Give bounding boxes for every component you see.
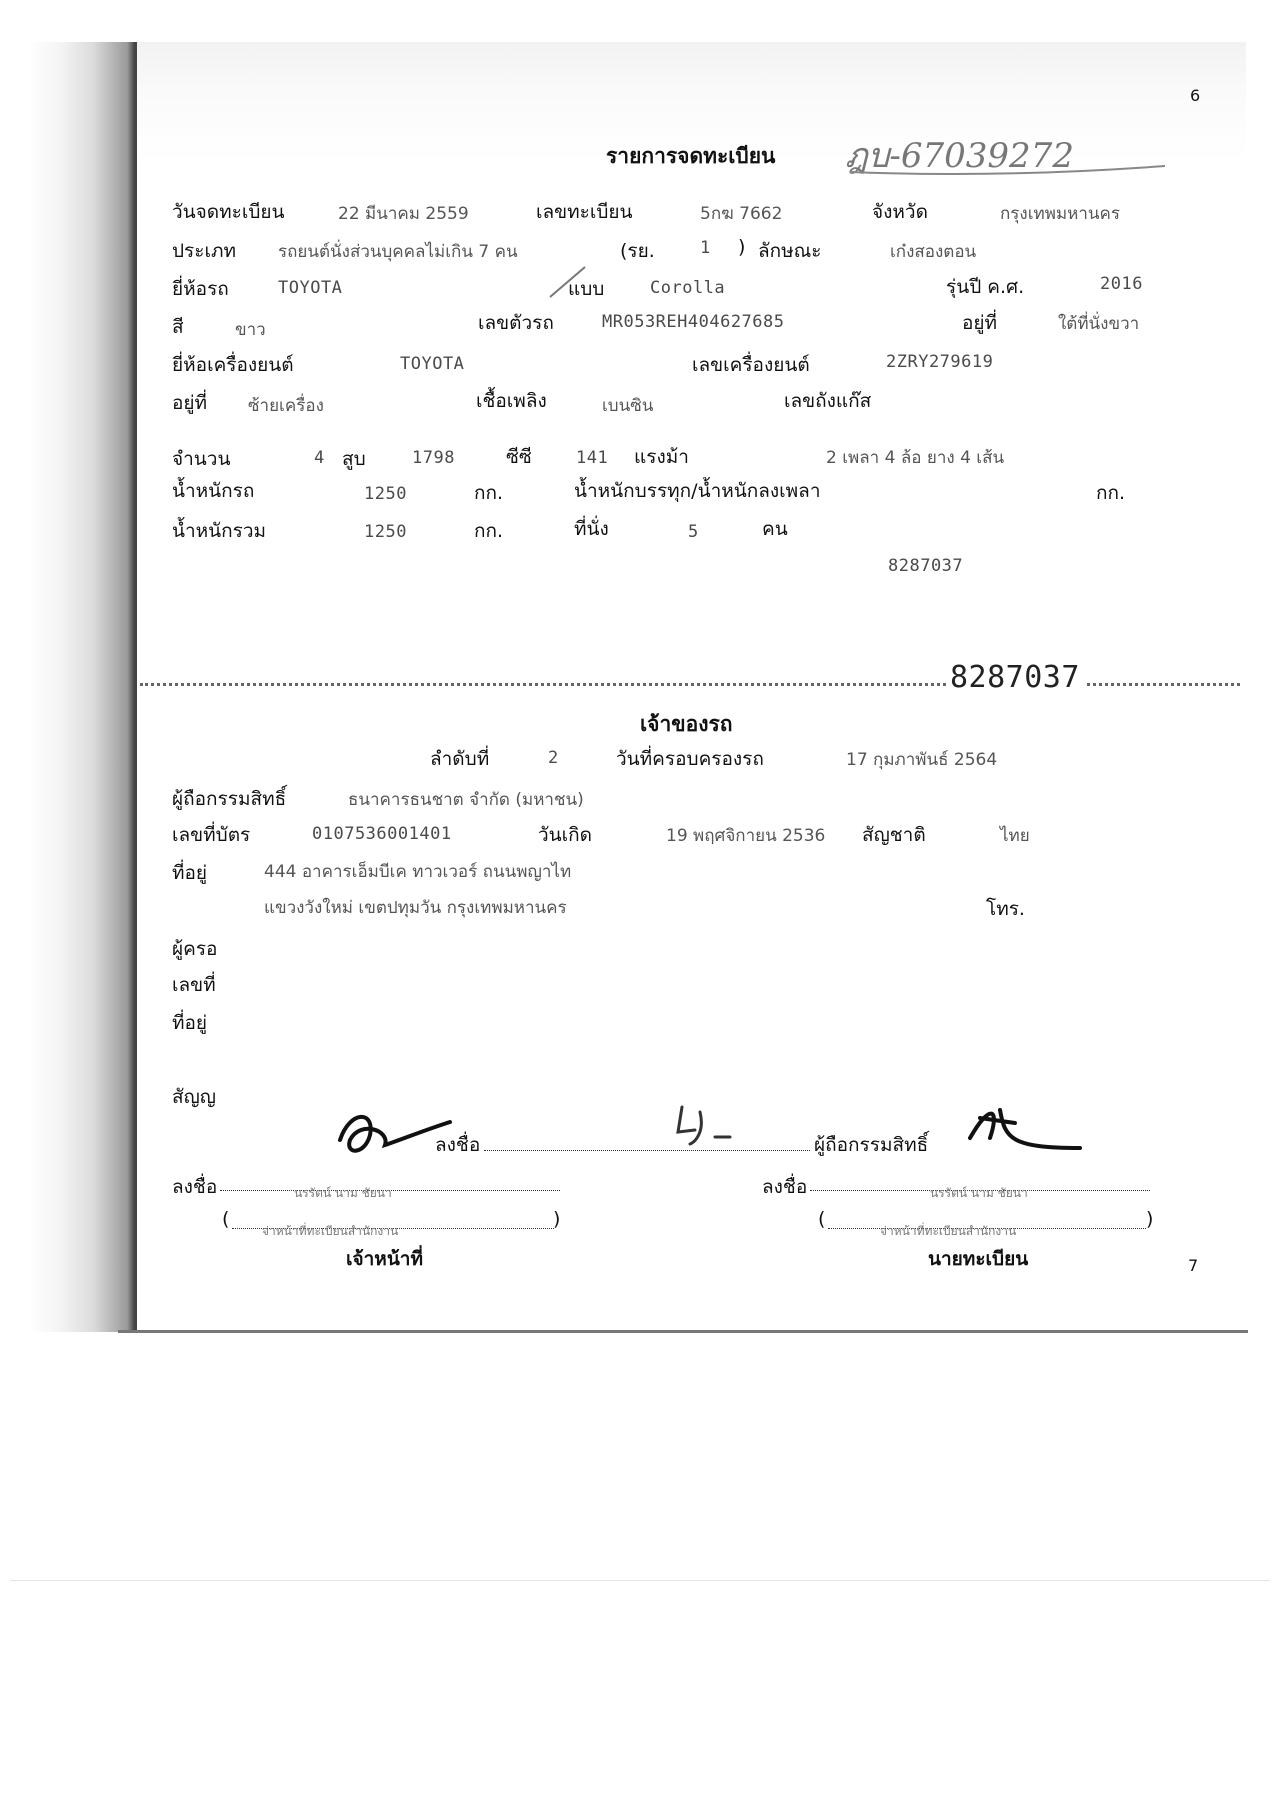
color-label: สี (172, 316, 184, 338)
weight-unit: กก. (474, 482, 504, 504)
vin-location-label: อยู่ที่ (962, 312, 998, 334)
reg-date-label: วันจดทะเบียน (172, 201, 285, 223)
holder-label: ผู้ถือกรรมสิทธิ์ (172, 788, 287, 810)
engine-location-label: อยู่ที่ (172, 392, 208, 414)
color-value: ขาว (235, 320, 266, 340)
plate-value: 5กฆ 7662 (700, 204, 783, 224)
holder-signature-label: ผู้ถือกรรมสิทธิ์ (814, 1134, 929, 1156)
fold-line (10, 1580, 1270, 1581)
engine-brand-value: TOYOTA (400, 354, 465, 374)
address-line1: 444 อาคารเอ็มบีเค ทาวเวอร์ ถนนพญาไท (264, 862, 572, 882)
officer-paren-open: ( (222, 1208, 230, 1230)
address-label: ที่อยู่ (172, 862, 208, 884)
vin-location-value: ใต้ที่นั่งขวา (1058, 314, 1140, 334)
brand-label: ยี่ห้อรถ (172, 278, 229, 300)
weight-value: 1250 (364, 484, 407, 504)
style-value: เก๋งสองตอน (890, 242, 977, 262)
birth-label: วันเกิด (538, 824, 592, 846)
model-label: แบบ (568, 278, 605, 300)
ry-close: ) (738, 236, 746, 258)
type-label: ประเภท (172, 240, 237, 262)
registrar-title-stamp: จ่าหน้าที่ทะเบียนสำนักงาน (880, 1224, 1017, 1238)
registrar-name-stamp: นรรัตน์ นาม ชัยนา (930, 1186, 1028, 1200)
weight-label: น้ำหนักรถ (172, 480, 255, 502)
serial-number-large: 8287037 (946, 660, 1084, 695)
address-line2: แขวงวังใหม่ เขตปทุมวัน กรุงเทพมหานคร (264, 898, 567, 918)
nationality-label: สัญชาติ (862, 824, 926, 846)
gross-weight-label: น้ำหนักรวม (172, 520, 267, 542)
year-value: 2016 (1100, 274, 1143, 294)
province-label: จังหวัด (872, 201, 928, 223)
load-label: น้ำหนักบรรทุก/น้ำหนักลงเพลา (574, 480, 821, 502)
ry-label: (รย. (620, 240, 655, 262)
engine-brand-label: ยี่ห้อเครื่องยนต์ (172, 354, 294, 376)
hp-label: แรงม้า (634, 446, 689, 468)
cc-label: ซีซี (506, 446, 532, 468)
card-value: 0107536001401 (312, 824, 452, 844)
registrar-paren-close: ) (1146, 1208, 1154, 1230)
nationality-value: ไทย (1000, 826, 1030, 846)
page-number-top: 6 (1190, 86, 1201, 105)
order-value: 2 (548, 748, 559, 768)
owner-heading: เจ้าของรถ (640, 712, 733, 736)
vin-label: เลขตัวรถ (478, 312, 554, 334)
possessor-label: ผู้ครอ (172, 938, 218, 960)
card-label: เลขที่บัตร (172, 824, 251, 846)
engine-no-value: 2ZRY279619 (886, 352, 994, 372)
plate-label: เลขทะเบียน (536, 201, 633, 223)
engine-location-value: ซ้ายเครื่อง (248, 396, 324, 416)
model-value: Corolla (650, 278, 726, 298)
birth-value: 19 พฤศจิกายน 2536 (666, 826, 826, 846)
fuel-label: เชื้อเพลิง (476, 390, 547, 412)
order-label: ลำดับที่ (430, 748, 490, 770)
signature-holder-middle (670, 1102, 750, 1152)
gas-tank-label: เลขถังแก๊ส (784, 390, 872, 412)
style-label: ลักษณะ (758, 240, 822, 262)
fuel-value: เบนซิน (602, 396, 654, 416)
registrar-sign-label: ลงชื่อ (762, 1176, 808, 1198)
contract-label: สัญญ (172, 1086, 216, 1108)
engine-no-label: เลขเครื่องยนต์ (692, 354, 810, 376)
holder-sign-line (484, 1150, 810, 1151)
serial-number: 8287037 (888, 556, 964, 576)
cc-value: 1798 (412, 448, 455, 468)
paper-edge-bottom (118, 1330, 1248, 1333)
page-number-bottom: 7 (1188, 1256, 1199, 1275)
officer-sign-label: ลงชื่อ (172, 1176, 218, 1198)
officer-name-stamp: นรรัตน์ นาม ชัยนา (294, 1186, 392, 1200)
tel-label: โทร. (986, 898, 1025, 920)
paper-edge-left (134, 42, 137, 1332)
type-value: รถยนต์นั่งส่วนบุคคลไม่เกิน 7 คน (278, 242, 518, 262)
gross-weight-unit: กก. (474, 520, 504, 542)
officer-label: เจ้าหน้าที่ (346, 1248, 424, 1270)
registrar-paren-open: ( (818, 1208, 826, 1230)
registrar-label: นายทะเบียน (928, 1248, 1029, 1270)
seats-unit: คน (762, 518, 788, 540)
handwritten-reference: ฎบ-67039272 (845, 136, 1074, 176)
seats-label: ที่นั่ง (574, 518, 609, 540)
load-unit: กก. (1096, 482, 1126, 504)
handwritten-underline (845, 160, 1175, 180)
scan-shadow-left (28, 42, 136, 1332)
officer-paren-close: ) (553, 1208, 561, 1230)
province-value: กรุงเทพมหานคร (1000, 204, 1121, 224)
brand-value: TOYOTA (278, 278, 343, 298)
registration-heading: รายการจดทะเบียน (606, 144, 776, 168)
axles-value: 2 เพลา 4 ล้อ ยาง 4 เส้น (826, 448, 1005, 468)
possessor-address-label: ที่อยู่ (172, 1012, 208, 1034)
possess-date-label: วันที่ครอบครองรถ (616, 748, 764, 770)
year-label: รุ่นปี ค.ศ. (946, 276, 1025, 298)
ry-value: 1 (700, 238, 711, 258)
reg-date-value: 22 มีนาคม 2559 (338, 204, 469, 224)
possess-date-value: 17 กุมภาพันธ์ 2564 (846, 750, 998, 770)
hp-value: 141 (576, 448, 609, 468)
cylinder-unit: สูบ (342, 448, 366, 470)
cylinder-value: 4 (314, 448, 325, 468)
seats-value: 5 (688, 522, 699, 542)
holder-sign-label: ลงชื่อ (435, 1134, 481, 1156)
holder-value: ธนาคารธนชาต จำกัด (มหาชน) (348, 790, 584, 810)
officer-title-stamp: จ่าหน้าที่ทะเบียนสำนักงาน (262, 1224, 399, 1238)
cylinder-label: จำนวน (172, 448, 231, 470)
possessor-number-label: เลขที่ (172, 974, 216, 996)
vin-value: MR053REH404627685 (602, 312, 785, 332)
gross-weight-value: 1250 (364, 522, 407, 542)
signature-holder-right (960, 1098, 1090, 1158)
